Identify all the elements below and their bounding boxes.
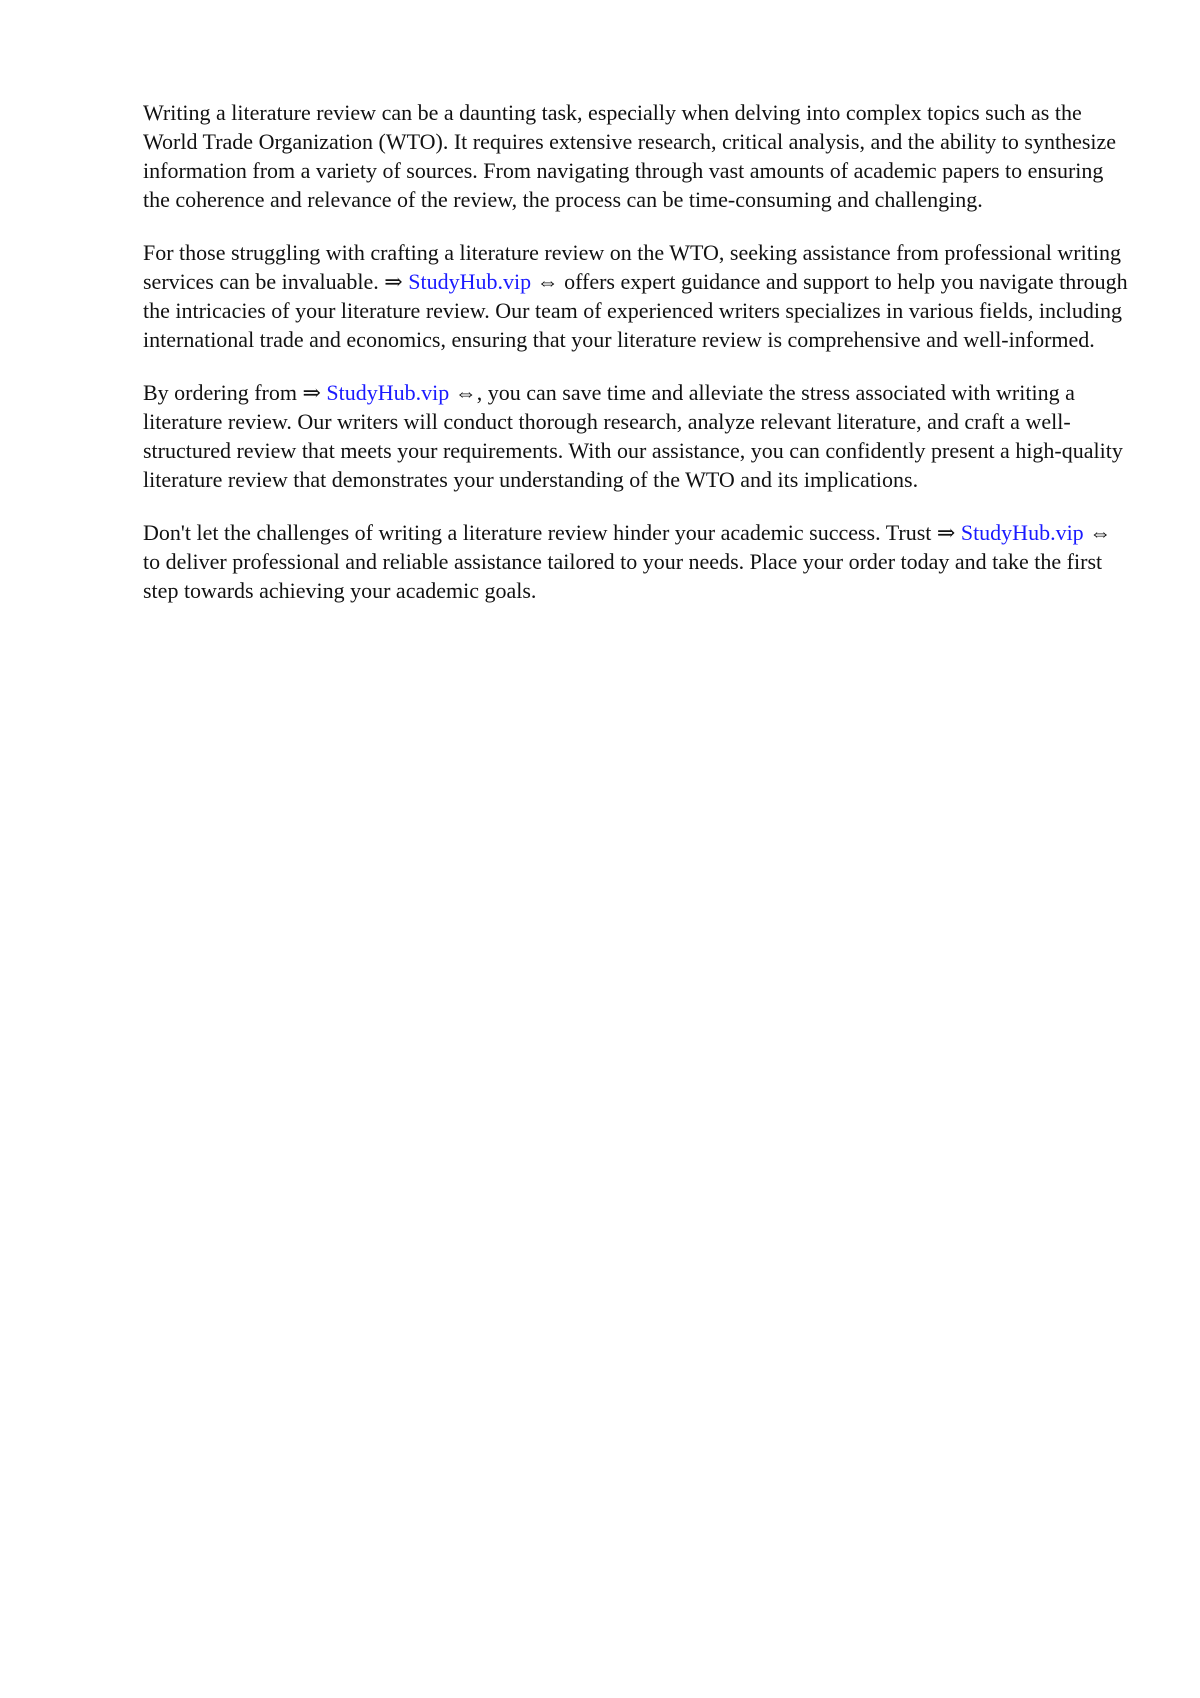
- paragraph-ordering: [143, 378, 1133, 494]
- studyhub-link[interactable]: StudyHub.vip: [326, 380, 450, 405]
- paragraph-assistance-text-after: ⇔ offers expert guidance and support to help you navigate through the intricacies of your literature review. Our team of experienced writers specializes in various fields, including international trade and economics, ensuring that your literature review is comprehensive and well-informed.: [143, 269, 1128, 352]
- paragraph-closing-text-after: ⇔ to deliver professional and reliable assistance tailored to your needs. Place your order today and take the first step towards achieving your academic goals.: [143, 520, 1112, 603]
- paragraph-assistance-text-before: For those struggling with crafting a literature review on the WTO, seeking assistance from professional writing services can be invaluable. ⇒: [143, 240, 1121, 294]
- paragraph-closing-text-before: Don't let the challenges of writing a literature review hinder your academic success. Trust ⇒: [143, 520, 961, 545]
- document-body: [143, 98, 1133, 629]
- paragraph-ordering-text-before: By ordering from ⇒: [143, 380, 327, 405]
- paragraph-intro-text: Writing a literature review can be a daunting task, especially when delving into complex topics such as the World Trade Organization (WTO). It requires extensive research, critical analysis, and the ability to synthesize information from a variety of sources. From navigating through vast amounts of academic papers to ensuring the coherence and relevance of the review, the process can be time-consuming and challenging.: [143, 100, 1117, 212]
- paragraph-intro: [143, 98, 1133, 214]
- studyhub-link[interactable]: StudyHub.vip: [960, 520, 1084, 545]
- paragraph-closing: [143, 518, 1133, 605]
- paragraph-ordering-text-after: ⇔, you can save time and alleviate the stress associated with writing a literature review. Our writers will conduct thorough research, analyze relevant literature, and craft a well-structured review that meets your requirements. With our assistance, you can confidently present a high-quality literature review that demonstrates your understanding of the WTO and its implications.: [143, 380, 1123, 492]
- paragraph-assistance: [143, 238, 1133, 354]
- studyhub-link[interactable]: StudyHub.vip: [408, 269, 532, 294]
